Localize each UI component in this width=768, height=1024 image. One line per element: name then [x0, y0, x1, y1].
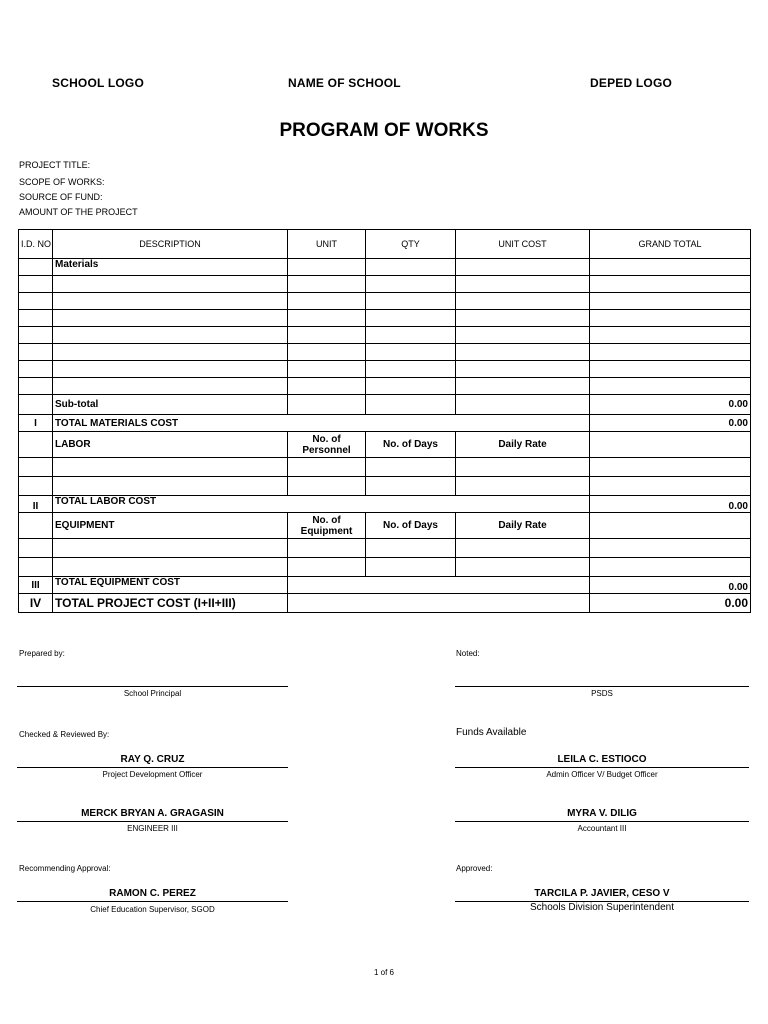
- approved-label: Approved:: [456, 864, 493, 873]
- labor-col-days: No. of Days: [366, 432, 456, 458]
- total-labor-label: TOTAL LABOR COST: [53, 496, 590, 513]
- table-row: [19, 477, 751, 496]
- table-row: [19, 344, 751, 361]
- cell[interactable]: [19, 361, 53, 378]
- labor-col-rate: Daily Rate: [456, 432, 590, 458]
- cell[interactable]: [53, 310, 288, 327]
- cell[interactable]: [456, 344, 590, 361]
- merck-gragasin-name: MERCK BRYAN A. GRAGASIN: [81, 808, 224, 819]
- cell[interactable]: [590, 378, 751, 395]
- cell[interactable]: [53, 458, 288, 477]
- signature-line: [455, 821, 749, 822]
- cell[interactable]: [53, 558, 288, 577]
- cell[interactable]: [456, 378, 590, 395]
- total-equipment-value: 0.00: [590, 577, 751, 594]
- cell[interactable]: [590, 327, 751, 344]
- cell[interactable]: [366, 344, 456, 361]
- header-unit: UNIT: [288, 230, 366, 259]
- cell[interactable]: [19, 276, 53, 293]
- signature-line: [455, 686, 749, 687]
- signature-line: [455, 767, 749, 768]
- merck-gragasin-position: ENGINEER III: [127, 824, 178, 833]
- cell[interactable]: [590, 458, 751, 477]
- tarcila-javier-position: Schools Division Superintendent: [530, 902, 674, 913]
- cell[interactable]: [590, 344, 751, 361]
- subtotal-label: Sub-total: [53, 395, 288, 415]
- cell[interactable]: [456, 327, 590, 344]
- total-materials-row: [19, 415, 751, 432]
- cell[interactable]: [590, 293, 751, 310]
- table-header-row: [19, 230, 751, 259]
- labor-col-personnel: No. of Personnel: [288, 432, 366, 458]
- cell[interactable]: [53, 344, 288, 361]
- cell: [590, 432, 751, 458]
- noted-label: Noted:: [456, 649, 480, 658]
- row-id-iv: IV: [19, 594, 53, 613]
- total-labor-row: [19, 496, 751, 513]
- cell[interactable]: [366, 310, 456, 327]
- document-title: PROGRAM OF WORKS: [279, 120, 489, 141]
- total-project-label: TOTAL PROJECT COST (I+II+III): [53, 594, 288, 613]
- cell[interactable]: [288, 458, 366, 477]
- header-unit-cost: UNIT COST: [456, 230, 590, 259]
- cell[interactable]: [288, 539, 366, 558]
- cell[interactable]: [288, 276, 366, 293]
- row-id-iii: III: [19, 577, 53, 594]
- cell[interactable]: [456, 558, 590, 577]
- ray-cruz-position: Project Development Officer: [102, 770, 203, 779]
- cell: [288, 577, 590, 594]
- cell[interactable]: [456, 259, 590, 276]
- signature-line: [17, 901, 288, 902]
- recommending-approval-label: Recommending Approval:: [19, 864, 111, 873]
- cell[interactable]: [366, 539, 456, 558]
- program-of-works-table: [18, 229, 751, 613]
- table-row: [19, 327, 751, 344]
- header-grand-total: GRAND TOTAL: [590, 230, 751, 259]
- signature-line: [17, 767, 288, 768]
- cell[interactable]: [456, 293, 590, 310]
- cell: [19, 432, 53, 458]
- equipment-label: EQUIPMENT: [53, 513, 288, 539]
- signature-line: [17, 686, 288, 687]
- cell[interactable]: [366, 293, 456, 310]
- header-id-no: I.D. NO: [19, 230, 53, 259]
- cell[interactable]: [288, 310, 366, 327]
- funds-available-label: Funds Available: [456, 727, 527, 738]
- total-project-value: 0.00: [590, 594, 751, 613]
- total-materials-label: TOTAL MATERIALS COST: [53, 415, 590, 432]
- cell[interactable]: [590, 361, 751, 378]
- cell: [288, 594, 590, 613]
- cell[interactable]: [288, 361, 366, 378]
- cell[interactable]: [19, 539, 53, 558]
- cell[interactable]: [19, 310, 53, 327]
- equipment-col-days: No. of Days: [366, 513, 456, 539]
- tarcila-javier-name: TARCILA P. JAVIER, CESO V: [534, 888, 670, 899]
- cell[interactable]: [53, 539, 288, 558]
- materials-label: Materials: [53, 259, 288, 276]
- cell[interactable]: [590, 558, 751, 577]
- cell[interactable]: [288, 558, 366, 577]
- total-project-row: [19, 594, 751, 613]
- table-row: [19, 458, 751, 477]
- cell[interactable]: [456, 276, 590, 293]
- prepared-by-label: Prepared by:: [19, 649, 65, 658]
- table-row: [19, 276, 751, 293]
- cell[interactable]: [53, 293, 288, 310]
- cell[interactable]: [53, 477, 288, 496]
- myra-dilig-position: Accountant III: [577, 824, 627, 833]
- cell[interactable]: [366, 558, 456, 577]
- cell[interactable]: [590, 477, 751, 496]
- school-name: NAME OF SCHOOL: [288, 76, 401, 90]
- cell[interactable]: [456, 539, 590, 558]
- table-row: [19, 361, 751, 378]
- table-row: [19, 293, 751, 310]
- cell[interactable]: [456, 477, 590, 496]
- psds-position: PSDS: [591, 689, 613, 698]
- cell[interactable]: [53, 327, 288, 344]
- cell[interactable]: [53, 276, 288, 293]
- total-labor-value: 0.00: [590, 496, 751, 513]
- cell[interactable]: [366, 276, 456, 293]
- cell[interactable]: [19, 259, 53, 276]
- cell[interactable]: [366, 327, 456, 344]
- cell[interactable]: [288, 259, 366, 276]
- myra-dilig-name: MYRA V. DILIG: [567, 808, 637, 819]
- equipment-header-row: [19, 513, 751, 539]
- cell[interactable]: [456, 310, 590, 327]
- cell[interactable]: [456, 361, 590, 378]
- signature-line: [17, 821, 288, 822]
- cell[interactable]: [366, 378, 456, 395]
- equipment-col-rate: Daily Rate: [456, 513, 590, 539]
- total-materials-value: 0.00: [590, 415, 751, 432]
- cell[interactable]: [19, 558, 53, 577]
- cell: [288, 395, 366, 415]
- cell[interactable]: [288, 477, 366, 496]
- page-number: 1 of 6: [373, 968, 394, 977]
- cell[interactable]: [288, 344, 366, 361]
- cell[interactable]: [19, 293, 53, 310]
- cell[interactable]: [590, 259, 751, 276]
- cell[interactable]: [288, 293, 366, 310]
- leila-estioco-name: LEILA C. ESTIOCO: [557, 754, 647, 765]
- subtotal-value: 0.00: [590, 395, 751, 415]
- leila-estioco-position: Admin Officer V/ Budget Officer: [546, 770, 658, 779]
- table-row: [19, 539, 751, 558]
- cell[interactable]: [590, 310, 751, 327]
- equipment-col-equipment: No. of Equipment: [288, 513, 366, 539]
- cell: [366, 395, 456, 415]
- cell[interactable]: [53, 378, 288, 395]
- subtotal-row: [19, 395, 751, 415]
- table-row: [19, 310, 751, 327]
- row-id-ii: II: [19, 496, 53, 513]
- project-title-label: PROJECT TITLE:: [19, 160, 91, 170]
- cell[interactable]: [366, 361, 456, 378]
- cell[interactable]: [19, 378, 53, 395]
- cell[interactable]: [456, 458, 590, 477]
- cell[interactable]: [590, 276, 751, 293]
- cell: [456, 395, 590, 415]
- cell[interactable]: [366, 458, 456, 477]
- total-equipment-label: TOTAL EQUIPMENT COST: [53, 577, 288, 594]
- row-id-i: I: [19, 415, 53, 432]
- cell[interactable]: [19, 477, 53, 496]
- total-equipment-row: [19, 577, 751, 594]
- cell[interactable]: [366, 477, 456, 496]
- school-logo-placeholder: SCHOOL LOGO: [52, 76, 144, 90]
- ramon-perez-position: Chief Education Supervisor, SGOD: [90, 905, 215, 914]
- cell[interactable]: [288, 327, 366, 344]
- school-principal-position: School Principal: [123, 689, 182, 698]
- deped-logo-placeholder: DEPED LOGO: [590, 76, 673, 90]
- ray-cruz-name: RAY Q. CRUZ: [120, 754, 185, 765]
- cell[interactable]: [19, 344, 53, 361]
- header-description: DESCRIPTION: [53, 230, 288, 259]
- checked-reviewed-label: Checked & Reviewed By:: [19, 730, 110, 739]
- cell: [19, 395, 53, 415]
- table-row: [19, 259, 751, 276]
- cell[interactable]: [53, 361, 288, 378]
- labor-label: LABOR: [53, 432, 288, 458]
- source-of-fund-label: SOURCE OF FUND:: [19, 192, 103, 202]
- table-row: [19, 378, 751, 395]
- cell[interactable]: [366, 259, 456, 276]
- cell[interactable]: [19, 327, 53, 344]
- cell: [19, 513, 53, 539]
- cell[interactable]: [19, 458, 53, 477]
- header-qty: QTY: [366, 230, 456, 259]
- cell: [590, 513, 751, 539]
- table-row: [19, 558, 751, 577]
- scope-of-works-label: SCOPE OF WORKS:: [19, 177, 105, 187]
- cell[interactable]: [288, 378, 366, 395]
- amount-label: AMOUNT OF THE PROJECT: [19, 207, 138, 217]
- ramon-perez-name: RAMON C. PEREZ: [109, 888, 196, 899]
- labor-header-row: [19, 432, 751, 458]
- cell[interactable]: [590, 539, 751, 558]
